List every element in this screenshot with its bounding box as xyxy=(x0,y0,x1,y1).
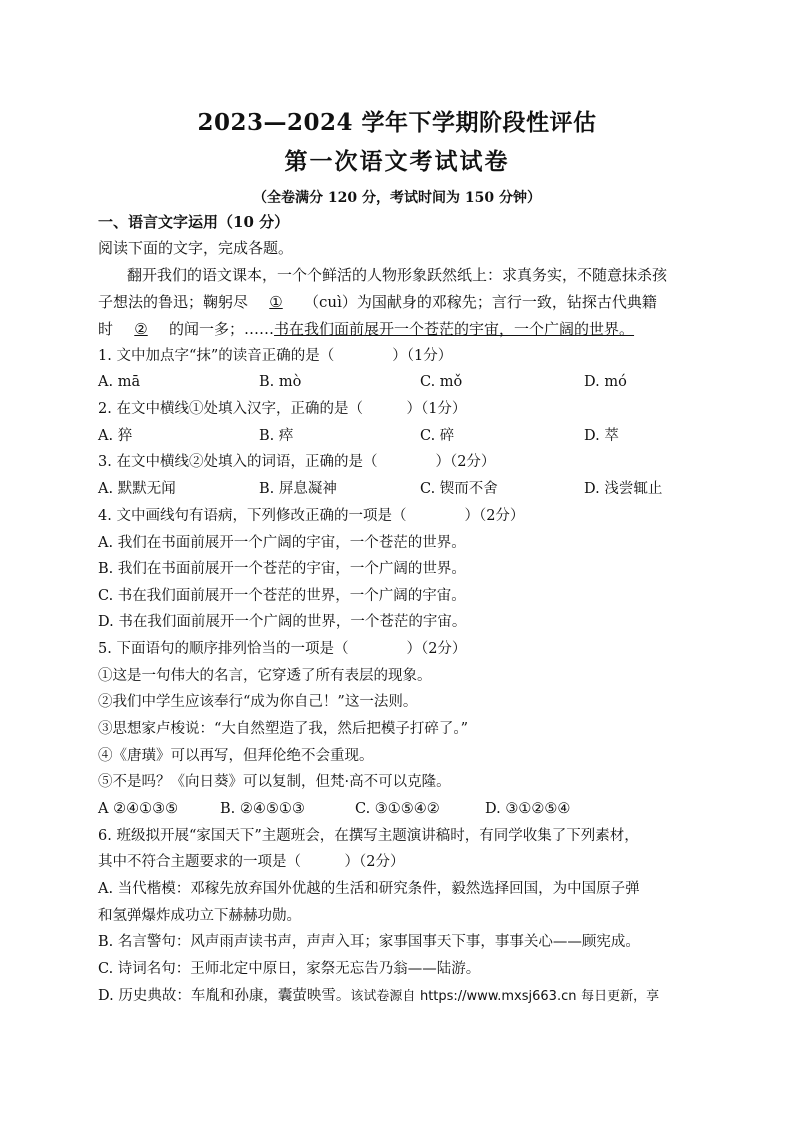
passage-line1: 翻开我们的语文课本，一个个鲜活的人物形象跃然纸上：求真务实，不随意抹杀孩 xyxy=(127,266,668,284)
blank-2: ② xyxy=(134,320,148,338)
question-3-option-d: D. 浅尝辄止 xyxy=(584,481,663,497)
question-3-option-c: C. 锲而不舍 xyxy=(420,481,498,497)
underlined-sentence: 书在我们面前展开一个苍茫的宇宙，一个广阔的世界。 xyxy=(274,320,635,338)
passage-line3 xyxy=(98,319,634,339)
question-6-stem-line2: 其中不符合主题要求的一项是（ ）（2分） xyxy=(98,854,405,870)
passage-line3-mid: 的闻一多；…… xyxy=(169,320,275,338)
question-5-stem: 5. 下面语句的顺序排列恰当的一项是（ ）（2分） xyxy=(98,641,467,657)
exam-subtitle: （全卷满分 120 分，考试时间为 150 分钟） xyxy=(253,190,541,206)
section1-instruction: 阅读下面的文字，完成各题。 xyxy=(98,239,294,257)
watermark-prefix: 该试卷源自 xyxy=(350,989,416,1004)
question-4-option-c: C. 书在我们面前展开一个苍茫的世界，一个广阔的宇宙。 xyxy=(98,588,466,604)
question-1-option-a: A. mā xyxy=(98,374,141,390)
question-6-option-a-cont: 和氢弹爆炸成功立下赫赫功勋。 xyxy=(98,908,301,924)
exam-title-line2: 第一次语文考试试卷 xyxy=(284,148,510,175)
question-4-stem: 4. 文中画线句有语病，下列修改正确的一项是（ ）（2分） xyxy=(98,508,525,524)
question-1-option-c: C. mǒ xyxy=(420,374,463,390)
question-6-option-d: D. 历史典故：车胤和孙康，囊萤映雪。 xyxy=(98,988,351,1004)
section1-heading: 一、语言文字运用（10 分） xyxy=(98,213,290,231)
question-1-stem: 1. 文中加点字“抹”的读音正确的是（ ）（1分） xyxy=(98,348,453,364)
question-6-stem-line1: 6. 班级拟开展“家国天下”主题班会，在撰写主题演讲稿时，有同学收集了下列素材， xyxy=(98,828,639,844)
question-5-sentence-5: ⑤不是吗？《向日葵》可以复制，但梵·高不可以克隆。 xyxy=(98,774,451,790)
question-5-sentence-3: ③思想家卢梭说：“大自然塑造了我，然后把模子打碎了。” xyxy=(98,721,469,737)
question-5-sentence-2: ②我们中学生应该奉行“成为你自己！”这一法则。 xyxy=(98,694,418,710)
question-1-option-d: D. mó xyxy=(584,374,627,390)
question-5-option-a: A ②④①③⑤ xyxy=(98,801,179,817)
question-6-option-c: C. 诗词名句：王师北定中原日，家祭无忘告乃翁——陆游。 xyxy=(98,961,481,977)
question-6-option-b: B. 名言警句：风声雨声读书声，声声入耳；家事国事天下事，事事关心——顾宪成。 xyxy=(98,934,640,950)
question-5-option-d: D. ③①②⑤④ xyxy=(485,801,571,817)
passage-line3-start: 时 xyxy=(98,320,114,338)
watermark-suffix: 每日更新，享 xyxy=(581,989,660,1004)
question-1-option-b: B. mò xyxy=(259,374,302,390)
question-6-option-a: A. 当代楷模：邓稼先放弃国外优越的生活和研究条件，毅然选择回国，为中国原子弹 xyxy=(98,881,640,897)
question-2-option-d: D. 萃 xyxy=(584,428,619,444)
blank-1: ① xyxy=(269,293,283,311)
passage-line2-end: （cuì）为国献身的邓稼先；言行一致，钻探古代典籍 xyxy=(304,293,657,311)
question-4-option-d: D. 书在我们面前展开一个广阔的世界，一个苍茫的宇宙。 xyxy=(98,614,467,630)
question-2-option-a: A. 猝 xyxy=(98,428,133,444)
question-2-stem: 2. 在文中横线①处填入汉字，正确的是（ ）（1分） xyxy=(98,401,467,417)
passage-line2-start: 子想法的鲁迅；鞠躬尽 xyxy=(98,293,249,311)
question-3-option-b: B. 屏息凝神 xyxy=(259,481,337,497)
question-5-sentence-1: ①这是一句伟大的名言，它穿透了所有表层的现象。 xyxy=(98,668,432,684)
question-5-sentence-4: ④《唐璜》可以再写，但拜伦绝不会重现。 xyxy=(98,748,374,764)
question-4-option-a: A. 我们在书面前展开一个广阔的宇宙，一个苍茫的世界。 xyxy=(98,535,466,551)
question-2-option-c: C. 碎 xyxy=(420,428,455,444)
question-3-option-a: A. 默默无闻 xyxy=(98,481,176,497)
question-5-option-b: B. ②④⑤①③ xyxy=(220,801,305,817)
question-3-stem: 3. 在文中横线②处填入的词语，正确的是（ ）（2分） xyxy=(98,454,496,470)
exam-title-line1: 2023—2024 学年下学期阶段性评估 xyxy=(197,109,597,136)
passage-line2 xyxy=(98,292,657,312)
question-6-option-d-line xyxy=(98,986,659,1007)
question-4-option-b: B. 我们在书面前展开一个苍茫的宇宙，一个广阔的世界。 xyxy=(98,561,466,577)
question-5-option-c: C. ③①⑤④② xyxy=(355,801,440,817)
question-2-option-b: B. 瘁 xyxy=(259,428,294,444)
watermark-url[interactable]: https://www.mxsj663.cn xyxy=(419,989,577,1004)
